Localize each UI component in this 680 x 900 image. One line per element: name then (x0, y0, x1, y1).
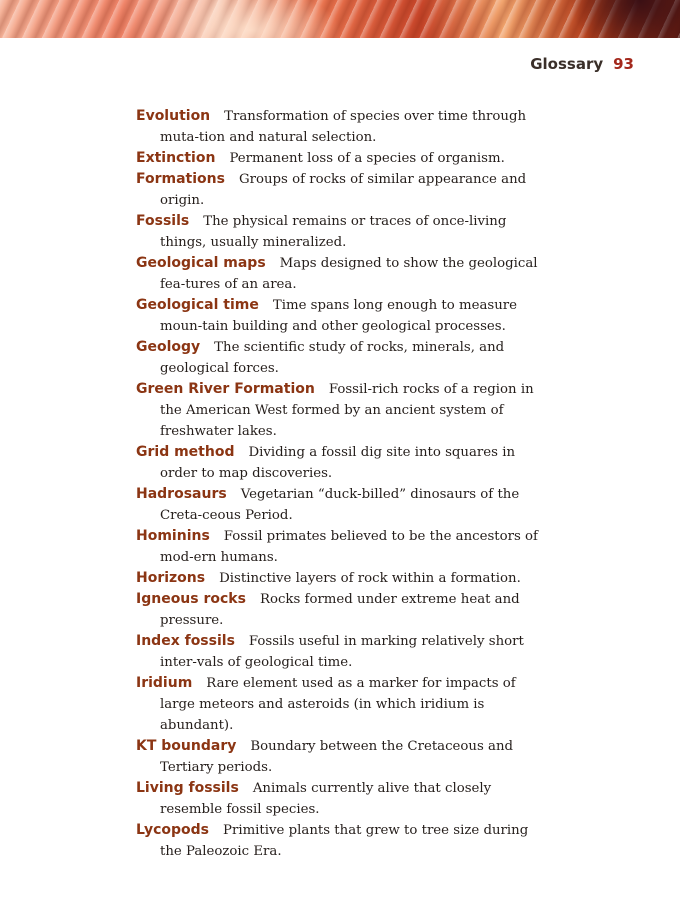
glossary-definition: The scientific study of rocks, minerals, and geological forces. (160, 340, 505, 376)
glossary-entry (136, 337, 548, 379)
glossary-entry (136, 589, 548, 631)
glossary-term: Igneous rocks (136, 591, 246, 607)
glossary-definition: Fossil primates believed to be the ancestors of mod-ern humans. (160, 529, 538, 565)
glossary-definition: Primitive plants that grew to tree size during the Paleozoic Era. (160, 823, 529, 859)
glossary-definition: Rare element used as a marker for impacts of large meteors and asteroids (in which iridium is abundant). (160, 676, 516, 733)
glossary-entry (136, 778, 548, 820)
glossary-term: KT boundary (136, 738, 237, 754)
glossary-term: Hadrosaurs (136, 486, 227, 502)
glossary-definition: Groups of rocks of similar appearance and origin. (160, 172, 527, 208)
glossary-definition: Rocks formed under extreme heat and pressure. (160, 592, 520, 628)
glossary-term: Geological time (136, 297, 259, 313)
glossary-entry (136, 211, 548, 253)
glossary-entry (136, 820, 548, 862)
glossary-entry (136, 526, 548, 568)
glossary-term: Hominins (136, 528, 210, 544)
glossary-entry (136, 148, 548, 169)
glossary-entry (136, 568, 548, 589)
glossary-definition: Permanent loss of a species of organism. (229, 151, 505, 166)
glossary-entry (136, 631, 548, 673)
glossary-term: Living fossils (136, 780, 239, 796)
glossary-term: Fossils (136, 213, 190, 229)
glossary-definition: Vegetarian “duck-billed” dinosaurs of the Creta-ceous Period. (160, 487, 520, 523)
glossary-definition: Time spans long enough to measure moun-tain building and other geological processes. (160, 298, 518, 334)
glossary-entry (136, 253, 548, 295)
section-title: Glossary (530, 55, 604, 73)
running-header (530, 55, 634, 73)
glossary-entry (136, 673, 548, 736)
glossary-definition: Boundary between the Cretaceous and Tertiary periods. (160, 739, 514, 775)
glossary-definition: Distinctive layers of rock within a formation. (219, 571, 521, 586)
glossary-term: Extinction (136, 150, 216, 166)
glossary-term: Geological maps (136, 255, 266, 271)
glossary-term: Green River Formation (136, 381, 315, 397)
glossary-entry (136, 736, 548, 778)
glossary-definition: Dividing a fossil dig site into squares in order to map discoveries. (160, 445, 516, 481)
glossary-term: Formations (136, 171, 225, 187)
glossary-definition: Animals currently alive that closely resemble fossil species. (160, 781, 492, 817)
glossary-term: Geology (136, 339, 201, 355)
glossary-definition: Fossils useful in marking relatively short inter-vals of geological time. (160, 634, 524, 670)
glossary-list (136, 106, 548, 862)
glossary-term: Index fossils (136, 633, 235, 649)
glossary-entry (136, 379, 548, 442)
glossary-entry (136, 106, 548, 148)
glossary-entry (136, 484, 548, 526)
glossary-entry (136, 169, 548, 211)
glossary-definition: Maps designed to show the geological fea-tures of an area. (160, 256, 538, 292)
decorative-banner-image (0, 0, 680, 38)
glossary-term: Lycopods (136, 822, 210, 838)
glossary-definition: The physical remains or traces of once-living things, usually mineralized. (160, 214, 507, 250)
glossary-entry (136, 295, 548, 337)
glossary-term: Horizons (136, 570, 206, 586)
glossary-entry (136, 442, 548, 484)
glossary-term: Grid method (136, 444, 235, 460)
page-number: 93 (613, 55, 634, 73)
glossary-term: Evolution (136, 108, 211, 124)
glossary-definition: Transformation of species over time through muta-tion and natural selection. (160, 109, 527, 145)
glossary-term: Iridium (136, 675, 193, 691)
glossary-definition: Fossil-rich rocks of a region in the American West formed by an ancient system of freshwater lakes. (160, 382, 534, 439)
